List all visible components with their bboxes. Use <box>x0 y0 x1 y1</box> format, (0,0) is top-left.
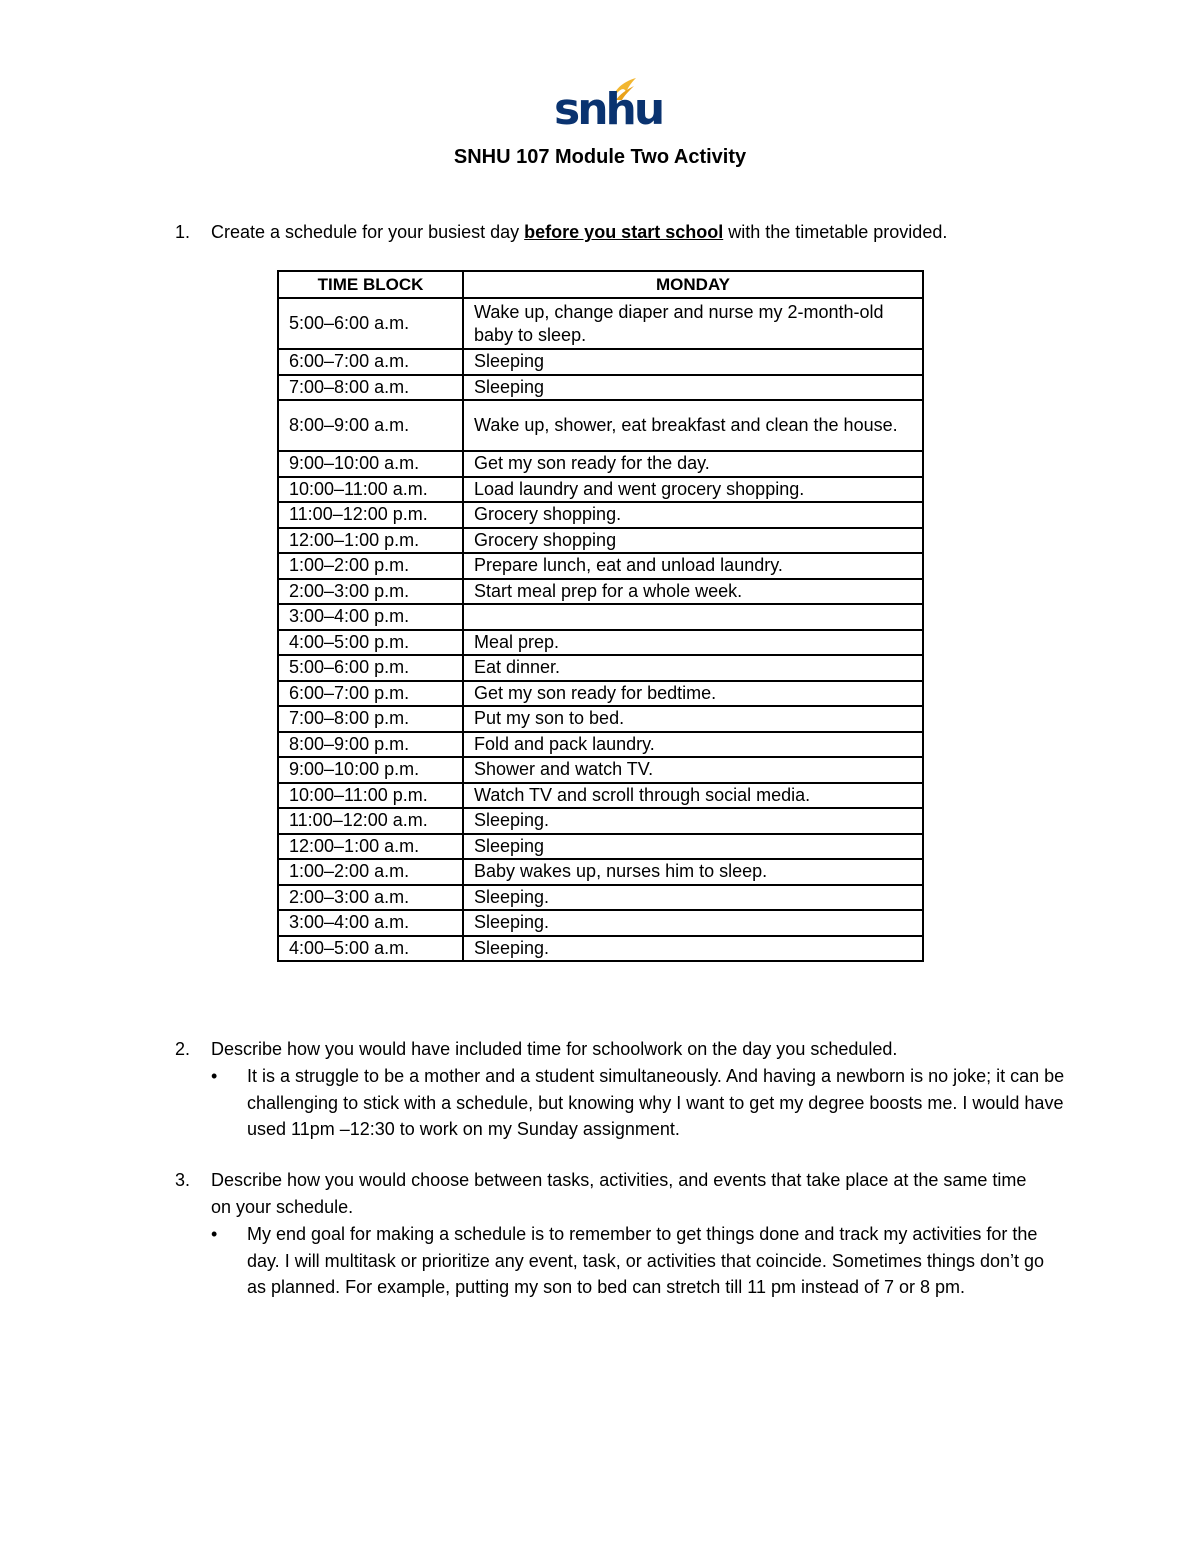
table-row <box>278 579 923 605</box>
table-row <box>278 655 923 681</box>
question-text-part: with the timetable provided. <box>723 222 948 242</box>
time-block-cell: 11:00–12:00 p.m. <box>278 502 463 528</box>
activity-cell: Start meal prep for a whole week. <box>463 579 923 605</box>
table-row <box>278 451 923 477</box>
time-block-cell: 7:00–8:00 p.m. <box>278 706 463 732</box>
activity-cell: Baby wakes up, nurses him to sleep. <box>463 859 923 885</box>
question-text: Describe how you would have included time for schoolwork on the day you scheduled. <box>211 1039 898 1059</box>
time-block-cell: 2:00–3:00 p.m. <box>278 579 463 605</box>
table-row <box>278 502 923 528</box>
logo-wordmark: snhu <box>554 84 663 135</box>
table-row <box>278 936 923 962</box>
time-block-cell: 8:00–9:00 a.m. <box>278 400 463 451</box>
activity-cell: Sleeping <box>463 834 923 860</box>
table-row <box>278 630 923 656</box>
time-block-cell: 1:00–2:00 a.m. <box>278 859 463 885</box>
question-number: 2. <box>175 1039 191 1059</box>
time-block-cell: 1:00–2:00 p.m. <box>278 553 463 579</box>
table-row <box>278 604 923 630</box>
activity-cell: Get my son ready for the day. <box>463 451 923 477</box>
table-row <box>278 783 923 809</box>
time-block-cell: 3:00–4:00 a.m. <box>278 910 463 936</box>
activity-cell: Wake up, change diaper and nurse my 2-month-old baby to sleep. <box>463 298 923 349</box>
time-block-cell: 10:00–11:00 a.m. <box>278 477 463 503</box>
question-number: 3. <box>175 1170 191 1190</box>
activity-cell: Sleeping. <box>463 885 923 911</box>
table-row <box>278 400 923 451</box>
table-row <box>278 706 923 732</box>
activity-cell: Shower and watch TV. <box>463 757 923 783</box>
question-emphasis: before you start school <box>524 222 724 242</box>
time-block-cell: 4:00–5:00 p.m. <box>278 630 463 656</box>
time-block-cell: 9:00–10:00 a.m. <box>278 451 463 477</box>
activity-cell: Sleeping <box>463 349 923 375</box>
activity-cell: Put my son to bed. <box>463 706 923 732</box>
activity-cell: Sleeping. <box>463 808 923 834</box>
time-block-cell: 10:00–11:00 p.m. <box>278 783 463 809</box>
time-block-cell: 4:00–5:00 a.m. <box>278 936 463 962</box>
time-block-cell: 7:00–8:00 a.m. <box>278 375 463 401</box>
table-row <box>278 349 923 375</box>
time-block-cell: 9:00–10:00 p.m. <box>278 757 463 783</box>
time-block-cell: 5:00–6:00 p.m. <box>278 655 463 681</box>
table-row <box>278 885 923 911</box>
activity-cell: Fold and pack laundry. <box>463 732 923 758</box>
activity-cell: Watch TV and scroll through social media. <box>463 783 923 809</box>
activity-cell: Sleeping. <box>463 910 923 936</box>
question-text-part: Create a schedule for your busiest day <box>211 222 525 242</box>
table-row <box>278 681 923 707</box>
page-title: SNHU 107 Module Two Activity <box>453 146 747 168</box>
table-row <box>278 553 923 579</box>
time-block-cell: 12:00–1:00 a.m. <box>278 834 463 860</box>
time-block-cell: 6:00–7:00 p.m. <box>278 681 463 707</box>
header-monday: MONDAY <box>463 271 923 298</box>
table-row <box>278 298 923 349</box>
time-block-cell: 8:00–9:00 p.m. <box>278 732 463 758</box>
table-row <box>278 375 923 401</box>
table-row <box>278 859 923 885</box>
snhu-logo <box>554 74 663 135</box>
table-row <box>278 757 923 783</box>
time-block-cell: 3:00–4:00 p.m. <box>278 604 463 630</box>
activity-cell: Sleeping <box>463 375 923 401</box>
bullet-icon: • <box>211 1066 218 1086</box>
activity-cell: Load laundry and went grocery shopping. <box>463 477 923 503</box>
time-block-cell: 6:00–7:00 a.m. <box>278 349 463 375</box>
activity-cell: Sleeping. <box>463 936 923 962</box>
bullet-icon: • <box>211 1224 218 1244</box>
time-block-cell: 2:00–3:00 a.m. <box>278 885 463 911</box>
activity-cell: Prepare lunch, eat and unload laundry. <box>463 553 923 579</box>
table-row <box>278 910 923 936</box>
activity-cell: Eat dinner. <box>463 655 923 681</box>
table-row <box>278 834 923 860</box>
question-number: 1. <box>175 222 191 242</box>
table-row <box>278 732 923 758</box>
table-row <box>278 528 923 554</box>
question-text: Describe how you would choose between tasks, activities, and events that take place at the same time on your schedule. <box>211 1170 1027 1217</box>
time-block-cell: 12:00–1:00 p.m. <box>278 528 463 554</box>
answer-text: My end goal for making a schedule is to remember to get things done and track my activities for the day. I will multitask or prioritize any event, task, or activities that coincide. Sometimes things don’t go as planned. For example, putting my son to bed can stretch till 11 pm instead of 7 or 8 pm. <box>247 1224 1045 1297</box>
activity-cell: Meal prep. <box>463 630 923 656</box>
activity-cell: Grocery shopping <box>463 528 923 554</box>
answer-text: It is a struggle to be a mother and a student simultaneously. And having a newborn is no joke; it can be challenging to stick with a schedule, but knowing why I want to get my degree boosts me. I would have used 11pm –12:30 to work on my Sunday assignment. <box>247 1066 1065 1139</box>
schedule-table <box>277 270 924 962</box>
activity-cell <box>463 604 923 630</box>
question-text <box>211 219 1061 246</box>
table-row <box>278 808 923 834</box>
activity-cell: Get my son ready for bedtime. <box>463 681 923 707</box>
table-row <box>278 477 923 503</box>
activity-cell: Grocery shopping. <box>463 502 923 528</box>
header-time-block: TIME BLOCK <box>278 271 463 298</box>
time-block-cell: 5:00–6:00 a.m. <box>278 298 463 349</box>
table-header-row <box>278 271 923 298</box>
activity-cell: Wake up, shower, eat breakfast and clean the house. <box>463 400 923 451</box>
time-block-cell: 11:00–12:00 a.m. <box>278 808 463 834</box>
